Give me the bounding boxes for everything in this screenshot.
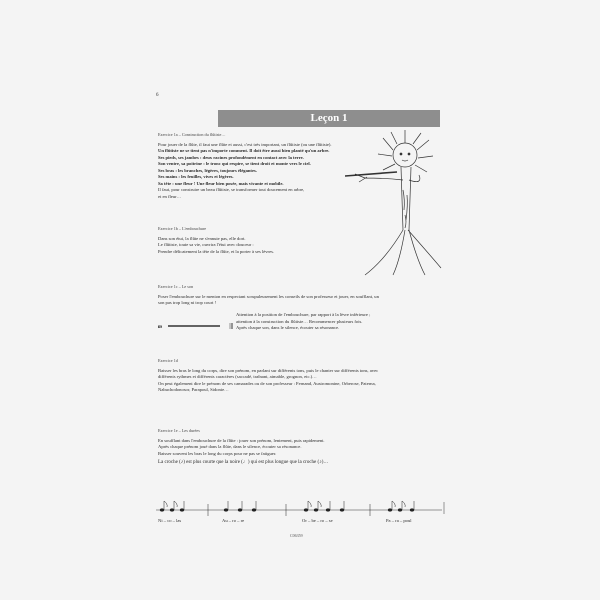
- text-line: On peut également dire le prénom de ses camarades ou de son professeur : Fernand, Austromonine, Orberose, Paterna,: [158, 380, 376, 386]
- syllables-aurore: Au – ro – re: [222, 518, 245, 523]
- exercise-1b: [158, 226, 274, 255]
- text-line: Un flûtiste ne se tient pas n'importe comment. Il doit être aussi bien planté qu'un arbre.: [158, 148, 330, 153]
- text-line: attention à la construction du flûtiste… Recommencer plusieurs fois.: [236, 318, 363, 324]
- text-line: Sa tête : une fleur ! Une fleur bien posée, mais vivante et mobile.: [158, 180, 284, 186]
- lesson-banner: [218, 110, 440, 127]
- syllables-nicolas: Ni – co – las: [158, 518, 182, 523]
- text-line: Après chaque son, dans le silence, écouter sa résonance.: [236, 325, 340, 330]
- tree-flautist-illustration: [345, 130, 445, 280]
- text-line: Prendre délicatement la tête de la flûte, et la porter à ses lèvres.: [158, 248, 275, 254]
- exercise-1e: [158, 428, 328, 467]
- exercise-1c: [158, 284, 379, 307]
- text-line: Pour jouer de la flûte, il faut une flûte et aussi, c'est très important, un flûtiste (ou une flûtiste).: [158, 141, 332, 147]
- text-line: Ses mains : les feuilles, vives et légères.: [158, 174, 234, 179]
- text-line: Baisser les bras le long du corps, dire son prénom, en parlant sur différents tons, puis le chanter sur différents tons, avec: [158, 367, 379, 373]
- exercise-1a: [158, 132, 332, 200]
- text-line: Nabuchodonosor, Parapoul, Sidonie…: [158, 387, 229, 392]
- exercise-label: Exercice 1a – Construction du flûtiste…: [158, 132, 226, 137]
- exercise-label: Exercice 1e – Les durées: [158, 428, 200, 433]
- text-line: Attention à la position de l'embouchure, par rapport à la lèvre inférieure ;: [236, 312, 371, 317]
- footer-code: C06359: [290, 533, 303, 538]
- text-line: En soufflant dans l'embouchure de la flûte : jouer son prénom, lentement, puis rapidement.: [158, 437, 325, 443]
- text-line: Après chaque prénom joué dans la flûte, dans le silence, écouter sa résonance.: [158, 444, 302, 449]
- long-note-symbol: [158, 323, 238, 329]
- text-line: et en fleur…: [158, 193, 182, 199]
- text-line: différents rythmes et différents caractères (saccadé, traînant, aimable, grognon, etc.)…: [158, 374, 317, 379]
- text-line: Baisser souvent les bras le long du corps pour ne pas se fatiguer.: [158, 450, 277, 456]
- rhythm-explanation: La croche (♪) est plus courte que la noire (♩) qui est plus longue que la croche (♪)…: [158, 460, 329, 465]
- text-line: Ses pieds, ses jambes : deux racines profondément en contact avec la terre.: [158, 154, 304, 160]
- text-line: Ses bras : les branches, légères, toujours élégantes.: [158, 167, 257, 173]
- text-line: Poser l'embouchure sur le menton en respectant scrupuleusement les conseils de son professeur et jouer, en soufflant, un: [158, 293, 379, 299]
- exercise-label: Exercice 1d: [158, 358, 178, 363]
- page-number: 6: [156, 93, 159, 98]
- dynamic-mark: m: [158, 325, 162, 329]
- text-line: Il faut, pour construire un beau flûtiste, se transformer tout doucement en arbre,: [158, 187, 305, 192]
- syllables-parapoul: Pa – ra – poul: [386, 518, 412, 523]
- text-line: Le flûtiste, toute sa vie, ouvrira l'étui avec douceur :: [158, 242, 254, 247]
- exercise-label: Exercice 1b – L'embouchure: [158, 226, 207, 231]
- exercise-label: Exercice 1c – Le son: [158, 284, 194, 289]
- lesson-title: Leçon 1: [310, 112, 348, 124]
- exercise-1d: [158, 358, 378, 394]
- syllables-orberose: Or – be – ro – se: [302, 518, 333, 523]
- text-line: Son ventre, sa poitrine : le tronc qui respire, se tient droit et monte vers le ciel.: [158, 161, 311, 166]
- text-line: Dans son étui, la flûte ne s'ennuie pas, elle dort.: [158, 235, 246, 241]
- exercise-1c-note: [236, 312, 370, 332]
- text-line: son pas trop long ni trop court !: [158, 300, 217, 305]
